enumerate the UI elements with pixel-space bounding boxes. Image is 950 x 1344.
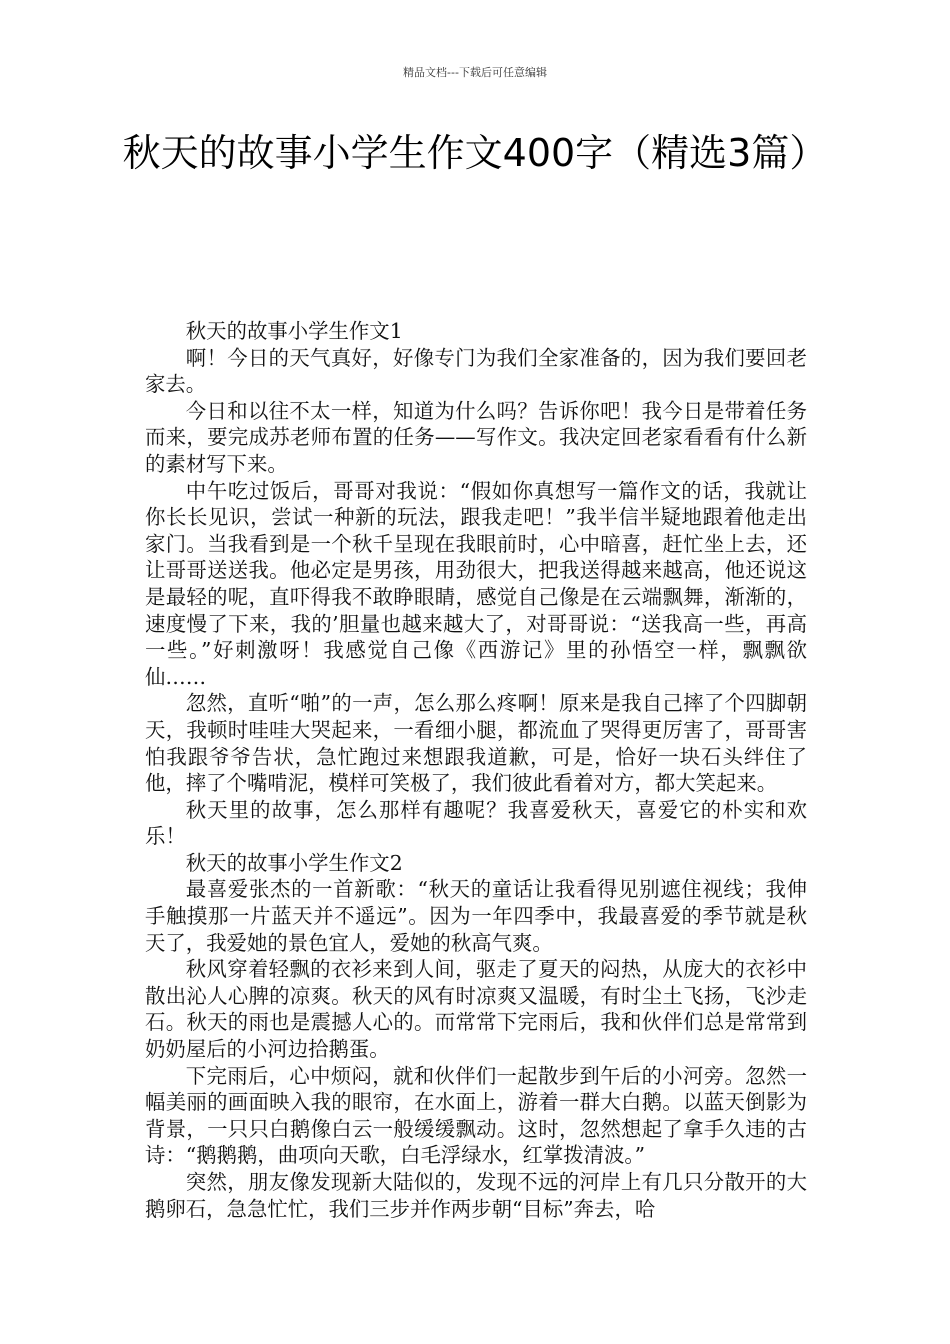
paragraph: 最喜爱张杰的一首新歌：“秋天的童话让我看得见别遮住视线；我伸手触摸那一片蓝天并不遥远”。因为一年四季中，我最喜爱的季节就是秋天了，我爱她的景色宜人，爱她的秋高气爽。 [145,877,807,955]
paragraph: 啊！今日的天气真好，好像专门为我们全家准备的，因为我们要回老家去。 [145,345,807,397]
paragraph: 中午吃过饭后，哥哥对我说：“假如你真想写一篇作文的话，我就让你长长见识，尝试一种新的玩法，跟我走吧！”我半信半疑地跟着他走出家门。当我看到是一个秋千呈现在我眼前时，心中暗喜，赶忙坐上去，还让哥哥送送我。他必定是男孩，用劲很大，把我送得越来越高，他还说这是最轻的呢，直吓得我不敢睁眼睛，感觉自己像是在云端飘舞，渐渐的，速度慢了下来，我的’胆量也越来越大了，对哥哥说：“送我高一些，再高一些。”好刺激呀！我感觉自己像《西游记》里的孙悟空一样，飘飘欲仙…… [145,478,807,689]
document-body [145,318,807,1222]
header-note: 精品文档---下载后可任意编辑 [403,66,547,79]
paragraph: 忽然，直听“啪”的一声，怎么那么疼啊！原来是我自己摔了个四脚朝天，我顿时哇哇大哭起来，一看细小腿，都流血了哭得更厉害了，哥哥害怕我跟爷爷告状，急忙跑过来想跟我道歉，可是，恰好一块石头绊住了他，摔了个嘴啃泥，模样可笑极了，我们彼此看着对方，都大笑起来。 [145,691,807,796]
paragraph: 今日和以往不太一样，知道为什么吗？告诉你吧！我今日是带着任务而来，要完成苏老师布置的任务——写作文。我决定回老家看看有什么新的素材写下来。 [145,398,807,476]
paragraph: 突然，朋友像发现新大陆似的，发现不远的河岸上有几只分散开的大鹅卵石，急急忙忙，我们三步并作两步朝“目标”奔去，哈 [145,1170,807,1221]
essay-2-heading: 秋天的故事小学生作文2 [185,850,403,875]
paragraph: 秋风穿着轻飘的衣衫来到人间，驱走了夏天的闷热，从庞大的衣衫中散出沁人心脾的凉爽。秋天的风有时凉爽又温暖，有时尘土飞扬，飞沙走石。秋天的雨也是震撼人心的。而常常下完雨后，我和伙伴们总是常常到奶奶屋后的小河边拾鹅蛋。 [145,957,807,1062]
essay-1-heading: 秋天的故事小学生作文1 [185,319,403,343]
document-title: 秋天的故事小学生作文400字（精选3篇） [122,131,828,175]
paragraph: 秋天里的故事，怎么那样有趣呢？我喜爱秋天，喜爱它的朴实和欢乐！ [145,797,807,849]
paragraph: 下完雨后，心中烦闷，就和伙伴们一起散步到午后的小河旁。忽然一幅美丽的画面映入我的眼帘，在水面上，游着一群大白鹅。以蓝天倒影为背景，一只只白鹅像白云一般缓缓飘动。这时，忽然想起了拿手久违的古诗：“鹅鹅鹅，曲项向天歌，白毛浮绿水，红掌拨清波。” [145,1063,807,1168]
